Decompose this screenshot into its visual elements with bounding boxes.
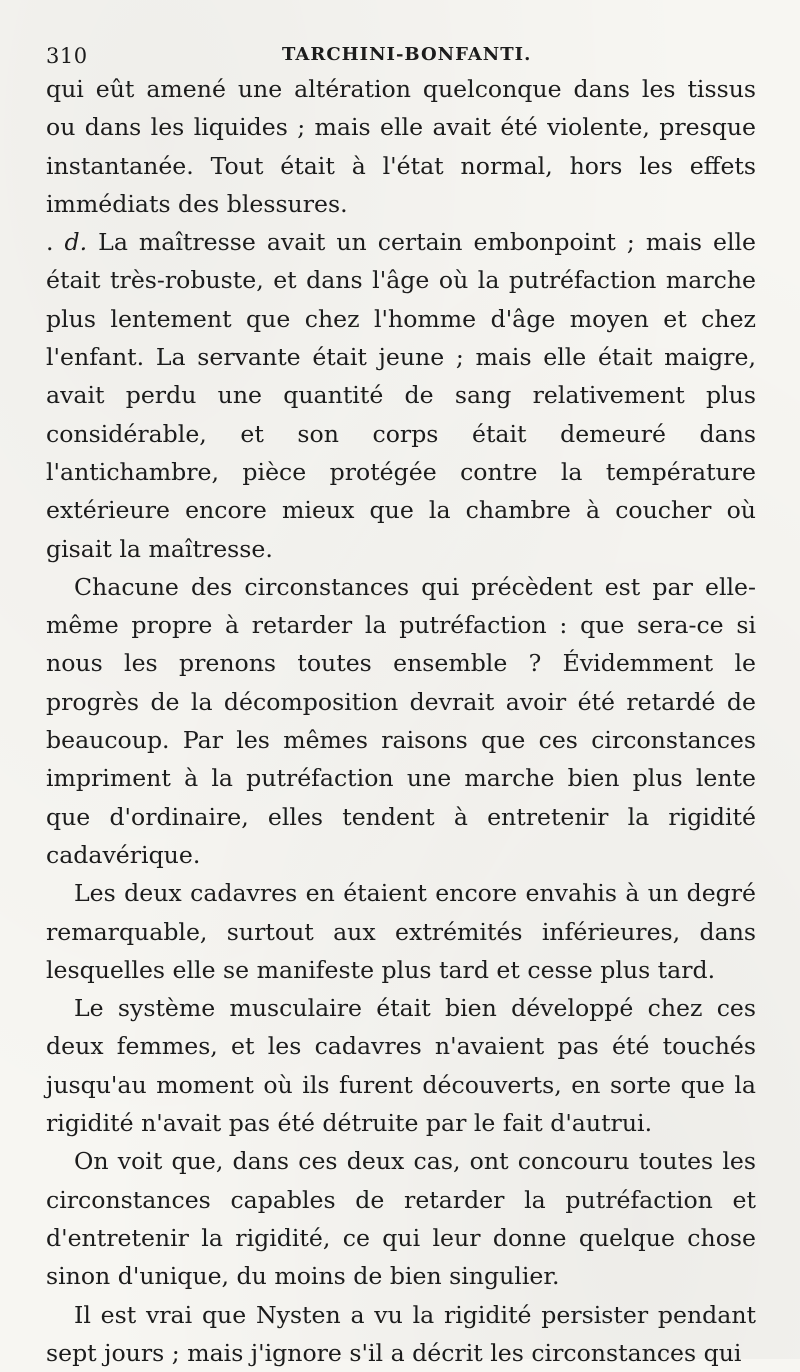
paragraph-text: Le système musculaire était bien développé chez ces deux femmes, et les cadavres n'avaient pas été touchés jusqu'au moment où ils furent découverts, en sorte que la rigidité n'avait pas été détruite par le fait d'autrui. [46, 994, 756, 1137]
page-number: 310 [46, 44, 88, 68]
paragraph-6 [46, 1142, 756, 1295]
paragraph-text: Il est vrai que Nysten a vu la rigidité persister pendant sept jours ; mais j'ignore s'il a décrit les circonstances qui [46, 1301, 756, 1367]
paragraph-1 [46, 70, 756, 223]
paragraph-marker: d. [65, 228, 88, 256]
paragraph-4 [46, 874, 756, 989]
paragraph-text: qui eût amené une altération quelconque dans les tissus ou dans les liquides ; mais elle avait été violente, presque instantanée. Tout était à l'état normal, hors les effets immédiats des blessures. [46, 75, 756, 218]
paragraph-text: Chacune des circonstances qui précèdent est par elle-même propre à retarder la putréfaction : que sera-ce si nous les prenons toutes ensemble ? Évidemment le progrès de la décomposition devrait avoir été retardé de beaucoup. Par les mêmes raisons que ces circonstances impriment à la putréfaction une marche bien plus lente que d'ordinaire, elles tendent à entretenir la rigidité cadavérique. [46, 573, 756, 869]
paragraph-text: On voit que, dans ces deux cas, ont concouru toutes les circonstances capables de retarder la putréfaction et d'entretenir la rigidité, ce qui leur donne quelque chose sinon d'unique, du moins de bien singulier. [46, 1147, 756, 1290]
paragraph-text: Les deux cadavres en étaient encore envahis à un degré remarquable, surtout aux extrémités inférieures, dans lesquelles elle se manifeste plus tard et cesse plus tard. [46, 879, 756, 984]
running-head [46, 38, 756, 70]
paragraph-text: La maîtresse avait un certain embonpoint ; mais elle était très-robuste, et dans l'âge où la putréfaction marche plus lentement que chez l'homme d'âge moyen et chez l'enfant. La servante était jeune ; mais elle était maigre, avait perdu une quantité de sang relativement plus considérable, et son corps était demeuré dans l'antichambre, pièce protégée contre la température extérieure encore mieux que la chambre à coucher où gisait la maîtresse. [46, 228, 756, 562]
paragraph-5 [46, 989, 756, 1142]
paragraph-2: . d. La maîtresse avait un certain embonpoint ; mais elle était très-robuste, et dans l'âge où la putréfaction marche plus lentement que chez l'homme d'âge moyen et chez l'enfant. La servante était jeune ; mais elle était maigre, avait perdu une quantité de sang relativement plus considérable, et son corps était demeuré dans l'antichambre, pièce protégée contre la température extérieure encore mieux que la chambre à coucher où gisait la maîtresse. [46, 223, 756, 568]
paragraph-7 [46, 1296, 756, 1372]
running-title: TARCHINI-BONFANTI. [282, 44, 531, 65]
paragraph-3 [46, 568, 756, 874]
body-text [46, 70, 756, 1372]
